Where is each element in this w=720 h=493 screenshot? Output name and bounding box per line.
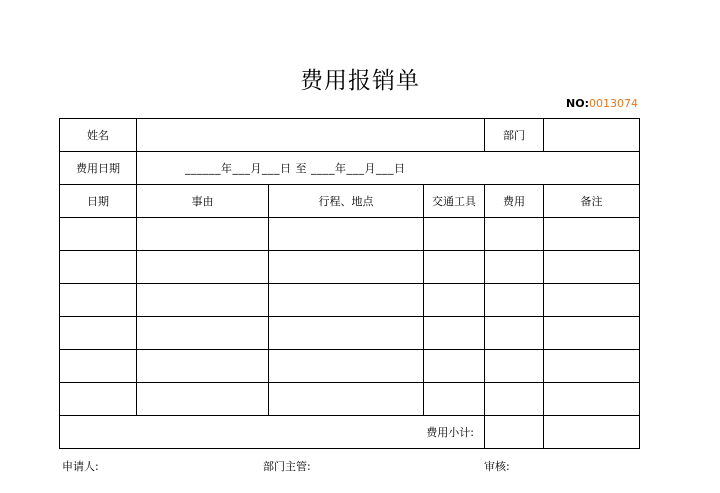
table-cell[interactable]: [544, 383, 640, 416]
form-number-prefix: NO:: [566, 97, 589, 110]
subtotal-value[interactable]: [485, 416, 544, 449]
col-transport: 交通工具: [424, 185, 485, 218]
table-cell[interactable]: [544, 284, 640, 317]
period-row: [60, 152, 640, 185]
subtotal-label: 费用小计:: [60, 416, 485, 449]
table-row: [60, 218, 640, 251]
table-cell[interactable]: [544, 218, 640, 251]
table-cell[interactable]: [269, 317, 424, 350]
table-cell[interactable]: [269, 350, 424, 383]
table-row: [60, 383, 640, 416]
table-cell[interactable]: [137, 383, 269, 416]
table-cell[interactable]: [485, 251, 544, 284]
table-cell[interactable]: [137, 284, 269, 317]
table-cell[interactable]: [137, 218, 269, 251]
table-cell[interactable]: [60, 350, 137, 383]
table-cell[interactable]: [137, 251, 269, 284]
form-number-value: 0013074: [589, 97, 638, 110]
table-cell[interactable]: [137, 350, 269, 383]
table-cell[interactable]: [485, 317, 544, 350]
table-cell[interactable]: [485, 218, 544, 251]
table-cell[interactable]: [485, 383, 544, 416]
table-cell[interactable]: [60, 218, 137, 251]
table-cell[interactable]: [485, 350, 544, 383]
form-number: [566, 97, 638, 110]
table-row: [60, 284, 640, 317]
table-cell[interactable]: [424, 383, 485, 416]
period-field[interactable]: [137, 152, 640, 185]
dept-field[interactable]: [544, 119, 640, 152]
table-cell[interactable]: [424, 251, 485, 284]
table-cell[interactable]: [60, 284, 137, 317]
table-cell[interactable]: [60, 251, 137, 284]
name-label: 姓名: [60, 119, 137, 152]
table-cell[interactable]: [544, 251, 640, 284]
subtotal-blank: [544, 416, 640, 449]
table-row: [60, 251, 640, 284]
dept-manager-label: 部门主管:: [263, 460, 311, 473]
table-cell[interactable]: [269, 251, 424, 284]
name-row: [60, 119, 640, 152]
subtotal-row: [60, 416, 640, 449]
period-label: 费用日期: [60, 152, 137, 185]
name-field[interactable]: [137, 119, 485, 152]
col-route: 行程、地点: [269, 185, 424, 218]
col-date: 日期: [60, 185, 137, 218]
period-value: ______年___月___日 至 ____年___月___日: [185, 162, 406, 175]
table-cell[interactable]: [137, 317, 269, 350]
table-cell[interactable]: [485, 284, 544, 317]
expense-table: [59, 118, 640, 449]
table-row: [60, 350, 640, 383]
col-remarks: 备注: [544, 185, 640, 218]
col-cost: 费用: [485, 185, 544, 218]
applicant-label: 申请人:: [62, 460, 99, 473]
table-cell[interactable]: [269, 218, 424, 251]
reviewer-label: 审核:: [484, 460, 510, 473]
table-cell[interactable]: [424, 350, 485, 383]
table-cell[interactable]: [424, 317, 485, 350]
column-header-row: [60, 185, 640, 218]
form-title: 费用报销单: [300, 68, 420, 94]
table-cell[interactable]: [269, 383, 424, 416]
table-cell[interactable]: [269, 284, 424, 317]
table-cell[interactable]: [544, 350, 640, 383]
col-reason: 事由: [137, 185, 269, 218]
table-cell[interactable]: [544, 317, 640, 350]
dept-label: 部门: [485, 119, 544, 152]
table-cell[interactable]: [60, 317, 137, 350]
table-cell[interactable]: [424, 284, 485, 317]
table-cell[interactable]: [424, 218, 485, 251]
table-cell[interactable]: [60, 383, 137, 416]
table-row: [60, 317, 640, 350]
